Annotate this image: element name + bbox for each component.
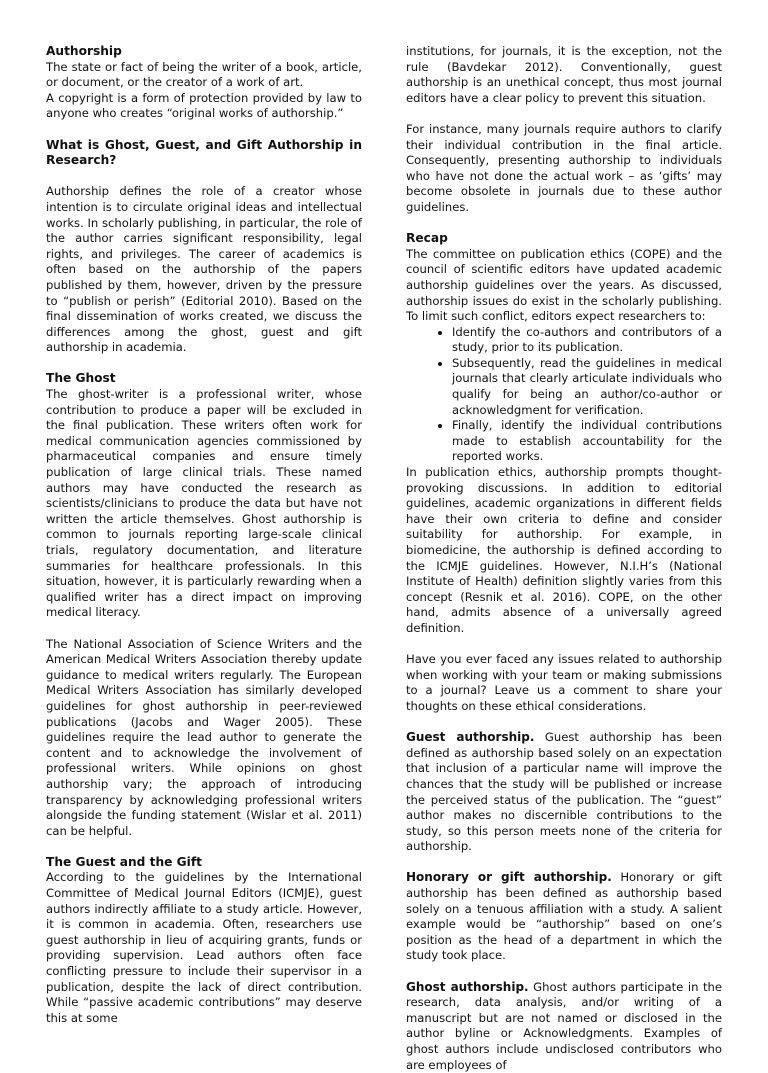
- continued-paragraph: institutions, for journals, it is the exception, not the rule (Bavdekar 2012). Conventionally, guest authorship is an unethical concept, thus most journal editors have a clear policy to prevent this situation.: [406, 44, 722, 105]
- list-item: • Finally, identify the individual contributions made to establish accountability for the reported works.: [452, 418, 722, 465]
- recap-heading: Recap: [406, 231, 448, 246]
- intro-paragraph: Authorship defines the role of a creator whose intention is to circulate original ideas and intellectual works. In scholarly publishing, in particular, the role of the author carries significant responsibility, legal rights, and privileges. The career of academics is often based on the authorship of the papers published by them, however, driven by the pressure to “publish or perish” (Editorial 2010). Based on the final dissemination of works created, we discuss the differences among the ghost, guest and gift authorship in academia.: [46, 184, 362, 355]
- instance-paragraph: For instance, many journals require authors to clarify their individual contribution in the final article. Consequently, presenting authorship to individuals who have not done the actual work – as ‘gifts’ may become obsolete in journals due to these author guidelines.: [406, 121, 722, 214]
- the-ghost-heading: The Ghost: [46, 371, 116, 386]
- ghost-paragraph-1: The ghost-writer is a professional writer, whose contribution to produce a paper will be excluded in the final publication. These writers often work for medical communication agencies commissioned by pharmaceutical companies and ensure timely publication of large clinical trials. These named authors may have conducted the research as scientists/clinicians to produce the data but have not written the article themselves. Ghost authorship is common to journals reporting large-scale clinical trials, regulatory documentation, and literature summaries for healthcare professionals. In this situation, however, it is particularly rewarding when a qualified writer has a direct impact on improving medical literacy.: [46, 387, 362, 620]
- reader-question-paragraph: Have you ever faced any issues related to authorship when working with your team or making submissions to a journal? Leave us a comment to share your thoughts on these ethical considerations.: [406, 652, 722, 713]
- right-column: [406, 44, 722, 1073]
- honorary-authorship-term: Honorary or gift authorship.: [406, 870, 612, 885]
- ghost-authorship-term: Ghost authorship.: [406, 979, 529, 994]
- recap-bullet-list: [406, 325, 722, 465]
- guest-authorship-definition: [406, 730, 722, 855]
- list-item: • Identify the co-authors and contributors of a study, prior to its publication.: [452, 325, 722, 356]
- left-column: [46, 44, 362, 1026]
- guest-authorship-text: Guest authorship has been defined as authorship based solely on an expectation that inclusion of a particular name will improve the chances that the study will be published or increase the perceived status of the publication. The “guest” author makes no discernible contributions to the study, so this person meets none of the criteria for authorship.: [406, 730, 722, 854]
- honorary-authorship-definition: [406, 870, 722, 964]
- ghost-paragraph-2: The National Association of Science Writers and the American Medical Writers Association thereby update guidance to medical writers regularly. The European Medical Writers Association has similarly developed guidelines for ghost authorship in peer-reviewed publications (Jacobs and Wager 2005). These guidelines require the lead author to generate the content and to acknowledge the involvement of professional writers. While opinions on ghost authorship vary; the approach of introducing transparency by acknowledging professional writers alongside the funding statement (Wislar et al. 2011) can be helpful.: [46, 636, 362, 838]
- ghost-authorship-text: Ghost authors participate in the research, data analysis, and/or writing of a manuscript but are not named or disclosed in the author byline or Acknowledgments. Examples of ghost authors include undisclosed contributors who are employees of: [406, 979, 722, 1072]
- guest-authorship-term: Guest authorship.: [406, 730, 535, 745]
- publication-ethics-paragraph: In publication ethics, authorship prompts thought-provoking discussions. In addition to editorial guidelines, academic organizations in different fields have their own criteria to define and consider suitability for authorship. For example, in biomedicine, the authorship is defined according to the ICMJE guidelines. However, N.I.H’s (National Institute of Health) definition slightly varies from this concept (Resnik et al. 2016). COPE, on the other hand, admits absence of a universally agreed definition.: [406, 465, 722, 635]
- guest-and-gift-heading: The Guest and the Gift: [46, 854, 202, 869]
- ghost-guest-gift-heading: What is Ghost, Guest, and Gift Authorship in Research?: [46, 137, 362, 168]
- authorship-heading: Authorship: [46, 44, 122, 58]
- recap-paragraph: The committee on publication ethics (COPE) and the council of scientific editors have updated academic authorship guidelines over the years. As discussed, authorship issues do exist in the scholarly publishing. To limit such conflict, editors expect researchers to:: [406, 246, 722, 324]
- ghost-authorship-definition: [406, 980, 722, 1073]
- copyright-definition: A copyright is a form of protection provided by law to anyone who creates “original works of authorship.”: [46, 90, 362, 121]
- honorary-authorship-text: Honorary or gift authorship has been defined as authorship based solely on a tenuous affiliation with a study. A salient example would be “authorship” based on one’s position as the head of a department in which the study took place.: [406, 870, 723, 963]
- list-item: • Subsequently, read the guidelines in medical journals that clearly articulate individuals who qualify for being an author/co-author or acknowledgment for verification.: [452, 356, 722, 418]
- authorship-definition: The state or fact of being the writer of a book, article, or document, or the creator of a work of art.: [46, 59, 362, 90]
- guest-gift-paragraph: According to the guidelines by the International Committee of Medical Journal Editors (ICMJE), guest authors indirectly affiliate to a study article. However, it is common in academia. Often, researchers use guest authorship in lieu of acquiring grants, funds or providing supervision. Lead authors often face conflicting pressure to include their supervisor in a publication, despite the lack of direct contribution. While “passive academic contributions” may deserve this at some: [46, 870, 362, 1025]
